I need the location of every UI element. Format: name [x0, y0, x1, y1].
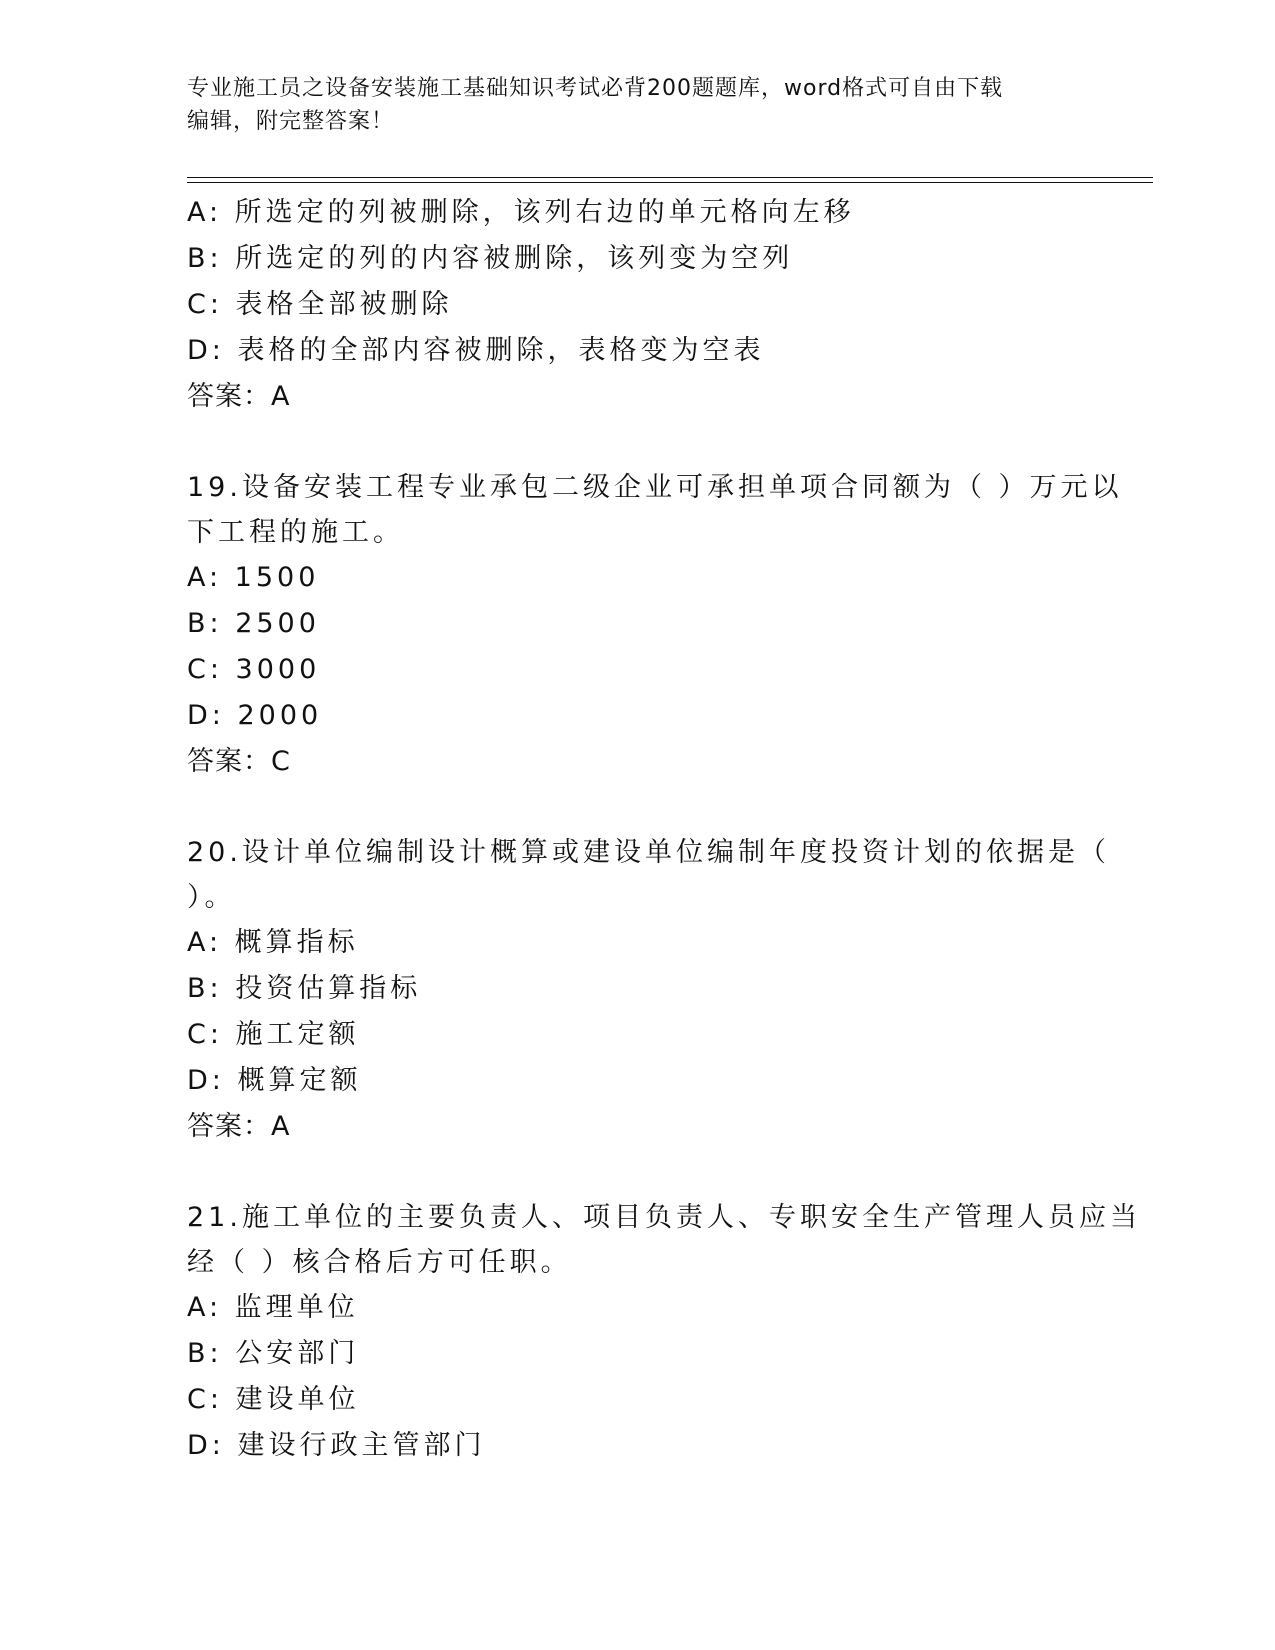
option-c: C: 表格全部被删除 [187, 289, 453, 320]
option-c: C: 3000 [187, 654, 321, 685]
question-20 [187, 830, 1110, 1150]
option-d: D: 表格的全部内容被删除，表格变为空表 [187, 335, 765, 366]
header-divider-top [187, 177, 1153, 178]
option-a: A: 监理单位 [187, 1292, 359, 1323]
answer-line: 答案：A [187, 381, 291, 412]
question-18 [187, 190, 1087, 420]
question-text-line-2: 下工程的施工。 [187, 517, 404, 548]
question-text-line-1: 19.设备安装工程专业承包二级企业可承担单项合同额为（ ）万元以 [187, 472, 1123, 503]
option-d: D: 建设行政主管部门 [187, 1430, 486, 1461]
option-b: B: 所选定的列的内容被删除，该列变为空列 [187, 243, 794, 274]
spacer [187, 420, 1087, 465]
answer-line: 答案：A [187, 1111, 291, 1142]
header-divider-bottom [187, 182, 1153, 183]
option-c: C: 建设单位 [187, 1384, 360, 1415]
answer-line: 答案：C [187, 746, 291, 777]
spacer [187, 785, 1087, 830]
question-text-line-1: 21.施工单位的主要负责人、项目负责人、专职安全生产管理人员应当 [187, 1202, 1141, 1233]
header-title-line-1: 专业施工员之设备安装施工基础知识考试必背200题题库，word格式可自由下载 [187, 76, 1004, 101]
document-header [187, 72, 1067, 138]
question-19 [187, 465, 1123, 785]
question-text-line-2: ）。 [187, 882, 236, 913]
header-title-line-2: 编辑，附完整答案！ [187, 109, 395, 134]
option-b: B: 2500 [187, 608, 320, 639]
option-d: D: 概算定额 [187, 1065, 362, 1096]
option-a: A: 概算指标 [187, 927, 359, 958]
spacer [187, 1150, 1087, 1195]
option-a: A: 所选定的列被删除，该列右边的单元格向左移 [187, 197, 855, 228]
question-text-line-1: 20.设计单位编制设计概算或建设单位编制年度投资计划的依据是（ [187, 837, 1110, 868]
question-list [187, 190, 1141, 1469]
option-b: B: 投资估算指标 [187, 973, 422, 1004]
option-b: B: 公安部门 [187, 1338, 360, 1369]
option-c: C: 施工定额 [187, 1019, 360, 1050]
question-21 [187, 1195, 1141, 1469]
question-text-line-2: 经（ ）核合格后方可任职。 [187, 1247, 572, 1278]
option-a: A: 1500 [187, 562, 320, 593]
option-d: D: 2000 [187, 700, 323, 731]
